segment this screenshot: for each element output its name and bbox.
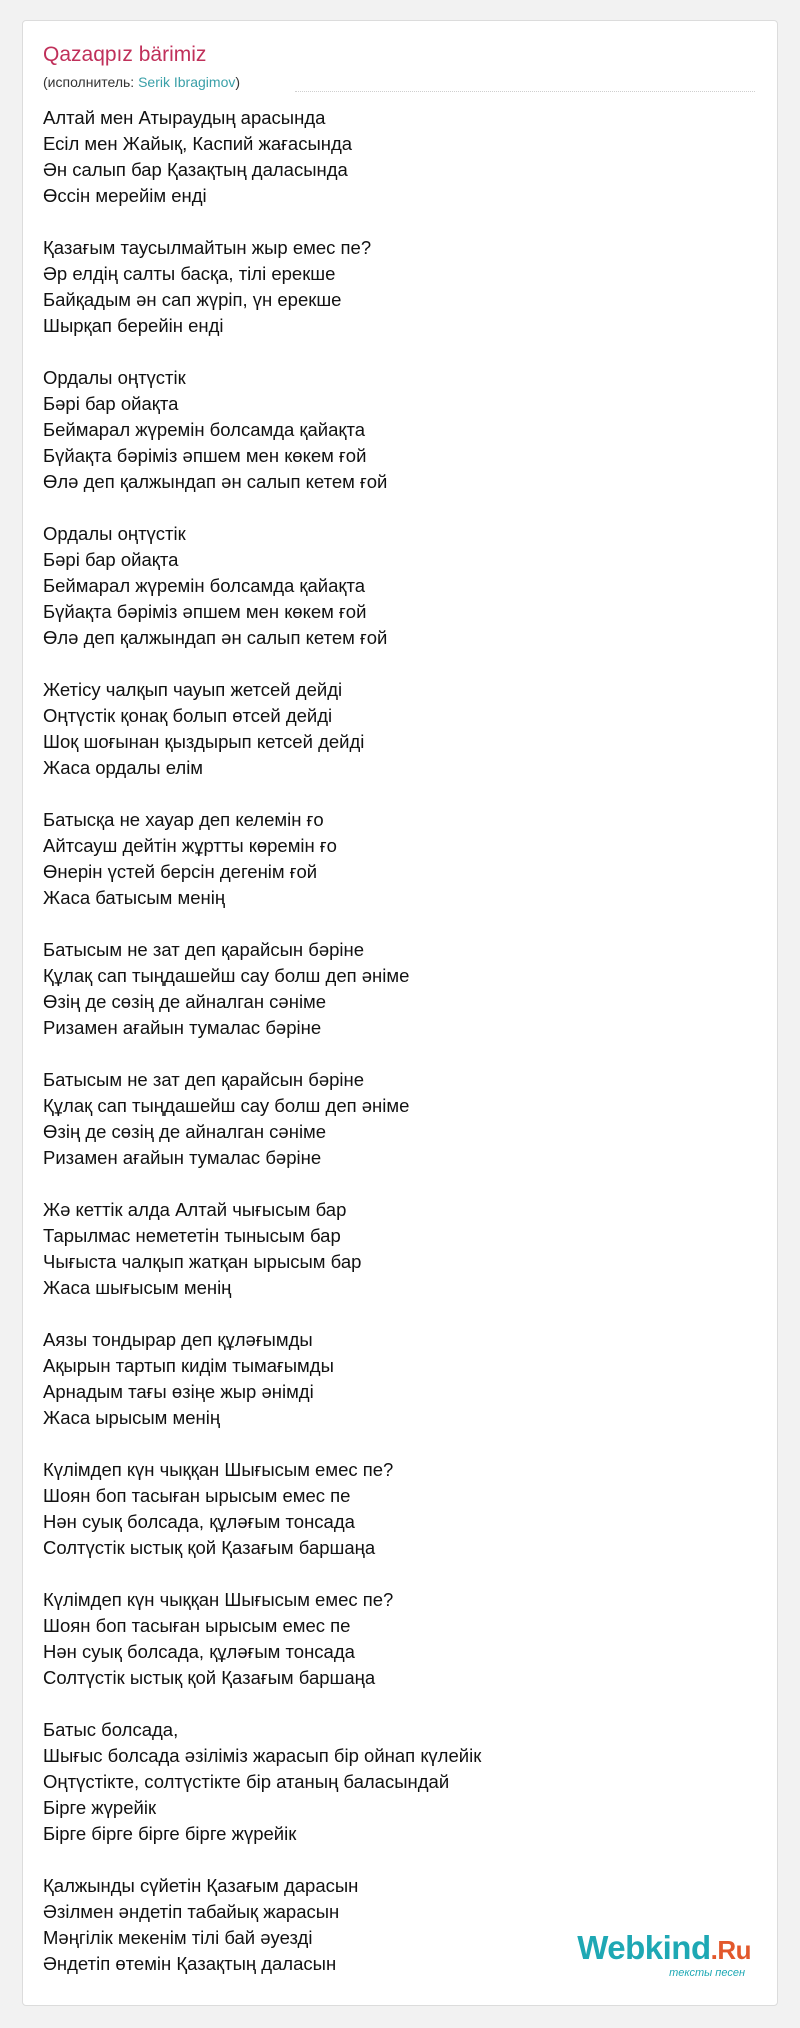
site-logo[interactable] <box>577 1931 751 1979</box>
lyrics-line: Бүйақта бәріміз әпшем мен көкем ғой <box>43 601 367 622</box>
lyrics-stanza <box>43 1327 743 1431</box>
lyrics-line: Шоқ шоғынан қыздырып кетсей дейді <box>43 731 365 752</box>
lyrics-line: Батысқа не хауар деп келемін ғо <box>43 809 324 830</box>
song-title: Qazaqpız bärimiz <box>43 43 207 66</box>
lyrics-line: Байқадым ән сап жүріп, үн ерекше <box>43 289 342 310</box>
lyrics-stanza <box>43 521 743 651</box>
lyrics-line: Ордалы оңтүстік <box>43 367 186 388</box>
lyrics-line: Әндетіп өтемін Қазақтың даласын <box>43 1953 337 1974</box>
lyrics-line: Бәрі бар ойақта <box>43 549 179 570</box>
lyrics-line: Тарылмас нeмететін тынысым бар <box>43 1225 341 1246</box>
lyrics-stanza <box>43 937 743 1041</box>
lyrics-line: Әзілмен әндетіп табайық жарасын <box>43 1901 340 1922</box>
title-divider <box>295 91 755 92</box>
lyrics-stanza <box>43 1587 743 1691</box>
lyrics-line: Күлімдеп күн чыққан Шығысым емес пе? <box>43 1459 394 1480</box>
lyrics-line: Қалжынды сүйетін Қазағым дарасын <box>43 1875 359 1896</box>
lyrics-line: Жаса батысым менің <box>43 887 226 908</box>
performer-line <box>43 74 240 90</box>
lyrics-line: Батысым не зат деп қарайсын бәріне <box>43 1069 365 1090</box>
lyrics-line: Чығыста чалқып жатқан ырысым бар <box>43 1251 362 1272</box>
lyrics-line: Жә кеттік алда Алтай чығысым бар <box>43 1199 347 1220</box>
lyrics-stanza <box>43 807 743 911</box>
lyrics-line: Құлақ сап тыңдашейш сау болш деп әніме <box>43 1095 410 1116</box>
lyrics-line: Жаса ырысым менің <box>43 1407 221 1428</box>
lyrics-line: Өссін мерейім енді <box>43 185 207 206</box>
lyrics-stanza <box>43 365 743 495</box>
lyrics-line: Жаса шығысым менің <box>43 1277 232 1298</box>
lyrics-line: Күлімдеп күн чыққан Шығысым емес пе? <box>43 1589 394 1610</box>
lyrics-line: Батыс болсада, <box>43 1719 179 1740</box>
lyrics-line: Оңтүстікте, солтүстікте бір атаның баласындай <box>43 1771 450 1792</box>
performer-close: ) <box>235 74 241 90</box>
lyrics-stanza <box>43 1067 743 1171</box>
logo-tld: .Ru <box>710 1935 751 1965</box>
lyrics-line: Өзің де сөзің де айналган сәніме <box>43 991 327 1012</box>
lyrics-line: Батысым не зат деп қарайсын бәріне <box>43 939 365 960</box>
lyrics-line: Ризамен ағайын тумалас бәріне <box>43 1147 322 1168</box>
lyrics-line: Шоян боп тасыған ырысым емес пе <box>43 1485 351 1506</box>
lyrics-line: Беймарал жүремін болсамда қайақта <box>43 419 366 440</box>
logo-tagline: тексты песен <box>669 1967 745 1979</box>
lyrics-stanza <box>43 1197 743 1301</box>
lyrics-line: Өзің де сөзің де айналган сәніме <box>43 1121 327 1142</box>
lyrics-line: Алтай мен Атыраудың арасында <box>43 107 326 128</box>
lyrics-line: Беймарал жүремін болсамда қайақта <box>43 575 366 596</box>
lyrics-line: Ән салып бар Қазақтың даласында <box>43 159 348 180</box>
lyrics-line: Жаса ордалы елім <box>43 757 204 778</box>
lyrics-line: Бәрі бар ойақта <box>43 393 179 414</box>
lyrics-line: Аязы тондырар деп құләғымды <box>43 1329 313 1350</box>
lyrics-body <box>43 105 743 2003</box>
lyrics-line: Бірге бірге бірге бірге жүрейік <box>43 1823 297 1844</box>
lyrics-stanza <box>43 1457 743 1561</box>
lyrics-stanza <box>43 677 743 781</box>
lyrics-line: Қазағым таусылмайтын жыр емес пе? <box>43 237 372 258</box>
logo-wordmark <box>577 1931 751 1967</box>
lyrics-line: Шығыс болсада әзіліміз жарасып бір ойнап күлейік <box>43 1745 482 1766</box>
lyrics-line: Өлә деп қалжындап ән салып кетем ғой <box>43 471 388 492</box>
lyrics-line: Ордалы оңтүстік <box>43 523 186 544</box>
lyrics-stanza <box>43 235 743 339</box>
lyrics-line: Шырқап берейін енді <box>43 315 224 336</box>
lyrics-stanza <box>43 105 743 209</box>
lyrics-line: Арнадым тағы өзіңе жыр әнімді <box>43 1381 314 1402</box>
lyrics-line: Бүйақта бәріміз әпшем мен көкем ғой <box>43 445 367 466</box>
lyrics-line: Бірге жүрейік <box>43 1797 157 1818</box>
lyrics-line: Айтсауш дейтін жұртты көремін ғо <box>43 835 337 856</box>
lyrics-line: Әр елдің салты басқа, тілі ерекше <box>43 263 336 284</box>
lyrics-line: Өнерін үстей берсін дегенім ғой <box>43 861 318 882</box>
logo-main-text: Webkind <box>577 1929 711 1966</box>
lyrics-line: Солтүстік ыстық қой Қазағым баршаңа <box>43 1537 376 1558</box>
lyrics-stanza <box>43 1717 743 1847</box>
lyrics-line: Ақырын тартып кидім тымағымды <box>43 1355 334 1376</box>
lyrics-card <box>22 20 778 2006</box>
lyrics-line: Нән суық болсада, құләғым тонсада <box>43 1641 355 1662</box>
performer-label: (исполнитель: <box>43 74 139 90</box>
lyrics-line: Мәңгілік мекенім тілі бай әуезді <box>43 1927 313 1948</box>
lyrics-line: Ризамен ағайын тумалас бәріне <box>43 1017 322 1038</box>
lyrics-line: Шоян боп тасыған ырысым емес пе <box>43 1615 351 1636</box>
lyrics-line: Оңтүстік қонақ болып өтсей дейді <box>43 705 333 726</box>
lyrics-line: Есіл мен Жайық, Каспий жағасында <box>43 133 353 154</box>
lyrics-line: Нән суық болсада, құләғым тонсада <box>43 1511 355 1532</box>
lyrics-line: Жетісу чалқып чауып жетсей дейді <box>43 679 343 700</box>
artist-link[interactable]: Serik Ibragimov <box>138 74 236 90</box>
lyrics-line: Солтүстік ыстық қой Қазағым баршаңа <box>43 1667 376 1688</box>
lyrics-line: Өлә деп қалжындап ән салып кетем ғой <box>43 627 388 648</box>
lyrics-line: Құлақ сап тыңдашейш сау болш деп әніме <box>43 965 410 986</box>
